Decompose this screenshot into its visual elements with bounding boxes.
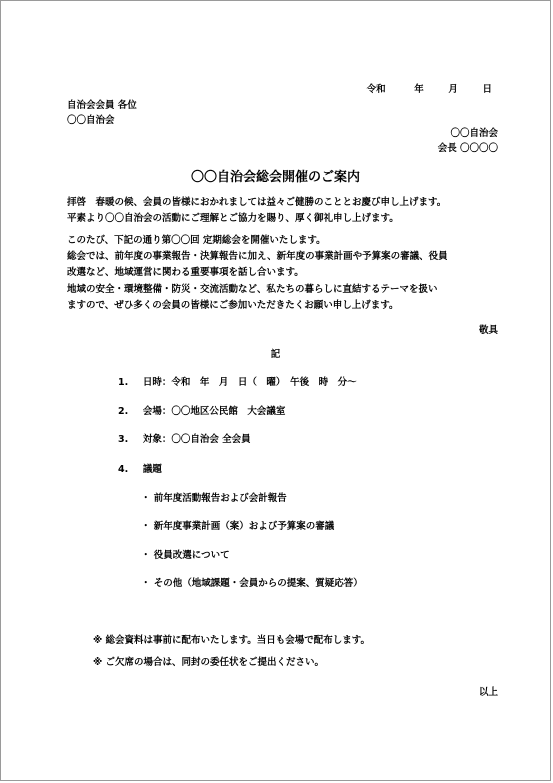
date-day: 日: [482, 84, 492, 95]
date-year: 年: [414, 84, 424, 95]
greeting-paragraph: [67, 195, 507, 227]
document-title: 〇〇自治会総会開催のご案内: [190, 170, 360, 185]
paragraph-line: 平素より〇〇自治会の活動にご理解とご協力を賜り、厚く御礼申し上げます。: [67, 213, 399, 224]
agenda-item: ・ 役員改選について: [141, 550, 230, 561]
addressee: 自治会会員 各位: [67, 100, 137, 111]
paragraph-line: 地域の安全・環境整備・防災・交流活動など、私たちの暮らしに直結するテーマを扱い: [67, 284, 438, 295]
item-text: 対象：〇〇自治会 全会員: [142, 434, 251, 445]
closing-keigu: 敬具: [478, 325, 498, 336]
paragraph-line: 改選など、地域運営に関わる重要事項を話し合います。: [67, 267, 304, 278]
agenda-item: ・ その他（地域課題・会員からの提案、質疑応答）: [141, 578, 363, 589]
note-proxy: ※ ご欠席の場合は、同封の委任状をご提出ください。: [93, 657, 325, 668]
sender-org: 〇〇自治会: [67, 115, 115, 126]
item-text: 議題: [142, 464, 162, 475]
paragraph-line: このたび、下記の通り第〇〇回 定期総会を開催いたします。: [67, 235, 326, 246]
announcement-paragraph: [67, 233, 507, 281]
document-date: [367, 81, 492, 95]
signer-org: 〇〇自治会: [450, 128, 498, 139]
item-number: 4.: [118, 464, 129, 475]
date-month: 月: [448, 84, 458, 95]
item-number: 1.: [118, 377, 129, 388]
agenda-item: ・ 前年度活動報告および会計報告: [141, 493, 287, 504]
closing-ijou: 以上: [478, 687, 498, 698]
paragraph-line: 総会では、前年度の事業報告・決算報告に加え、新年度の事業計画や予算案の審議、役員: [67, 251, 448, 262]
item-target: [118, 431, 251, 445]
item-text: 日時：令和 年 月 日（ 曜） 午後 時 分～: [142, 377, 357, 388]
item-number: 2.: [118, 406, 129, 417]
signer-name: 会長 〇〇〇〇: [437, 143, 498, 154]
ki-heading: 記: [270, 349, 281, 360]
paragraph-line: 拝啓 春暖の候、会員の皆様におかれましては益々ご健勝のこととお慶び申し上げます。: [67, 197, 447, 208]
item-number: 3.: [118, 434, 129, 445]
item-text: 会場：〇〇地区公民館 大会議室: [142, 406, 286, 417]
item-agenda: [118, 461, 162, 475]
item-date-time: [118, 374, 357, 388]
agenda-item: ・ 新年度事業計画（案）および予算案の審議: [141, 521, 335, 532]
date-era: 令和: [366, 84, 386, 95]
item-venue: [118, 403, 285, 417]
note-materials: ※ 総会資料は事前に配布いたします。当日も会場で配布します。: [93, 635, 371, 646]
paragraph-line: ますので、ぜひ多くの会員の皆様にご参加いただきたくお願い申し上げます。: [67, 300, 399, 311]
request-paragraph: [67, 282, 507, 314]
